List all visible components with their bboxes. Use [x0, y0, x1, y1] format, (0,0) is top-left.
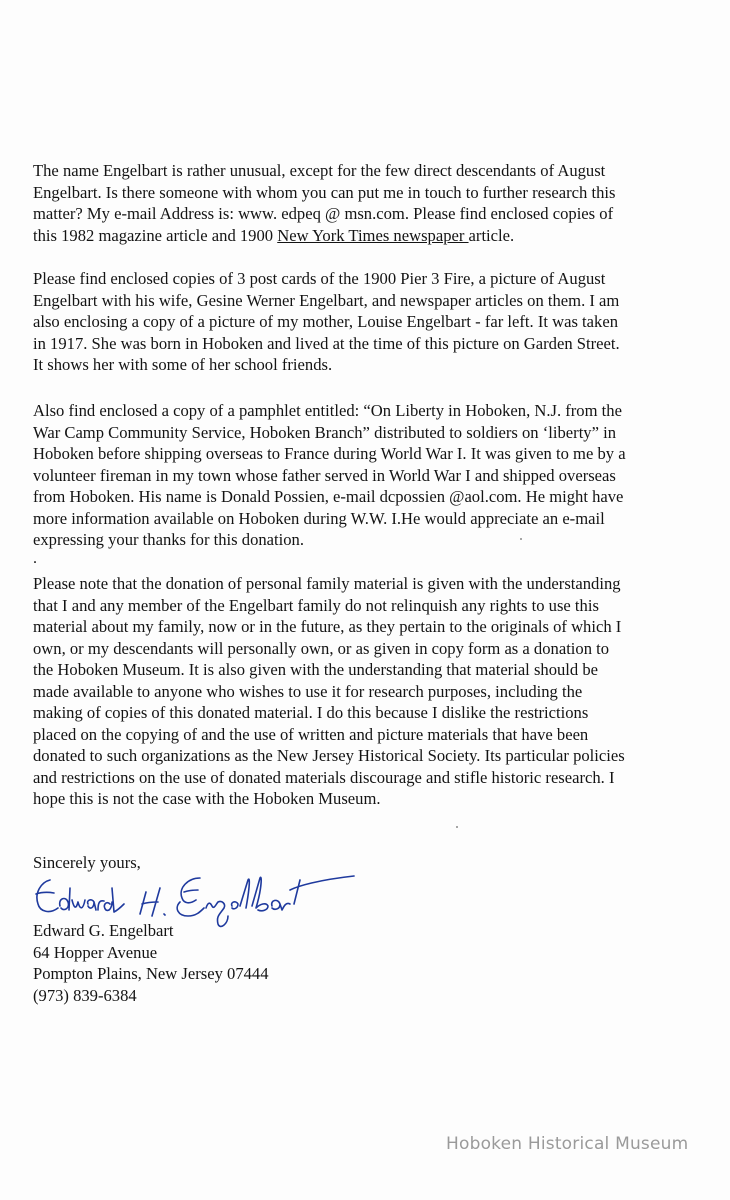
text-line: material about my family, now or in the future, as they pertain to the originals of which I [33, 617, 622, 636]
text-line: War Camp Community Service, Hoboken Branch” distributed to soldiers on ‘liberty” in [33, 422, 617, 442]
paper-speck [520, 538, 522, 540]
sender-city: Pompton Plains, New Jersey 07444 [33, 964, 269, 983]
text-line: from Hoboken. His name is Donald Possien, e-mail dcpossien @aol.com. He might have [33, 487, 624, 506]
text-line: donated to such organizations as the New Jersey Historical Society. Its particular policies [33, 746, 625, 765]
text-line: the Hoboken Museum. It is also given with the understanding that material should be [33, 660, 599, 679]
sender-phone: (973) 839-6384 [33, 985, 137, 1005]
sender-name: Edward G. Engelbart [33, 921, 174, 940]
text-line: in 1917. She was born in Hoboken and lived at the time of this picture on Garden Street. [33, 333, 620, 353]
text-line: Engelbart. Is there someone with whom you can put me in touch to further research this [33, 182, 616, 202]
text-line: Hoboken before shipping overseas to France during World War I. It was given to me by a [33, 444, 626, 463]
text-segment: this 1982 magazine article and 1900 [33, 225, 278, 245]
text-segment: article. [468, 225, 515, 245]
text-line: expressing your thanks for this donation. [33, 530, 304, 549]
text-line: hope this is not the case with the Hoboken Museum. [33, 789, 381, 808]
signature-strokes [36, 876, 354, 926]
museum-watermark: Hoboken Historical Museum [446, 1134, 689, 1154]
text-line: volunteer fireman in my town whose father served in World War I and shipped overseas [33, 465, 616, 485]
text-line [33, 225, 693, 247]
text-line: making of copies of this donated material. I do this because I dislike the restrictions [33, 703, 589, 722]
text-line: It shows her with some of her school friends. [33, 355, 333, 374]
closing: Sincerely yours, [33, 853, 141, 872]
text-line: made available to anyone who wishes to use it for research purposes, including the [33, 681, 583, 701]
text-line: Please find enclosed copies of 3 post cards of the 1900 Pier 3 Fire, a picture of August [33, 269, 606, 288]
paragraph-enclosures [33, 268, 693, 376]
text-line: and restrictions on the use of donated materials discourage and stifle historic research. I [33, 767, 615, 787]
paragraph-pamphlet [33, 400, 693, 551]
text-line: Also find enclosed a copy of a pamphlet entitled: “On Liberty in Hoboken, N.J. from the [33, 401, 622, 420]
text-line: more information available on Hoboken during W.W. I.He would appreciate an e-mail [33, 508, 605, 528]
text-line: The name Engelbart is rather unusual, except for the few direct descendants of August [33, 161, 606, 180]
text-line: placed on the copying of and the use of written and picture materials that have been [33, 724, 589, 744]
paragraph-inquiry [33, 160, 693, 246]
paragraph-donation-terms [33, 573, 693, 810]
text-line: also enclosing a copy of a picture of my mother, Louise Engelbart - far left. It was taken [33, 312, 618, 331]
text-line: Engelbart with his wife, Gesine Werner Engelbart, and newspaper articles on them. I am [33, 290, 620, 310]
sender-street: 64 Hopper Avenue [33, 942, 158, 962]
newspaper-title: New York Times newspaper [277, 225, 469, 245]
text-line: own, or my descendants will personally own, or as given in copy form as a donation to [33, 638, 610, 658]
text-line: Please note that the donation of personal family material is given with the understanding [33, 574, 621, 593]
sender-address [33, 920, 269, 1006]
paper-speck [456, 826, 458, 828]
text-line: matter? My e-mail Address is: www. edpeq @ msn.com. Please find enclosed copies of [33, 204, 614, 223]
separator-dot: . [33, 550, 37, 567]
text-line: that I and any member of the Engelbart family do not relinquish any rights to use this [33, 595, 599, 615]
